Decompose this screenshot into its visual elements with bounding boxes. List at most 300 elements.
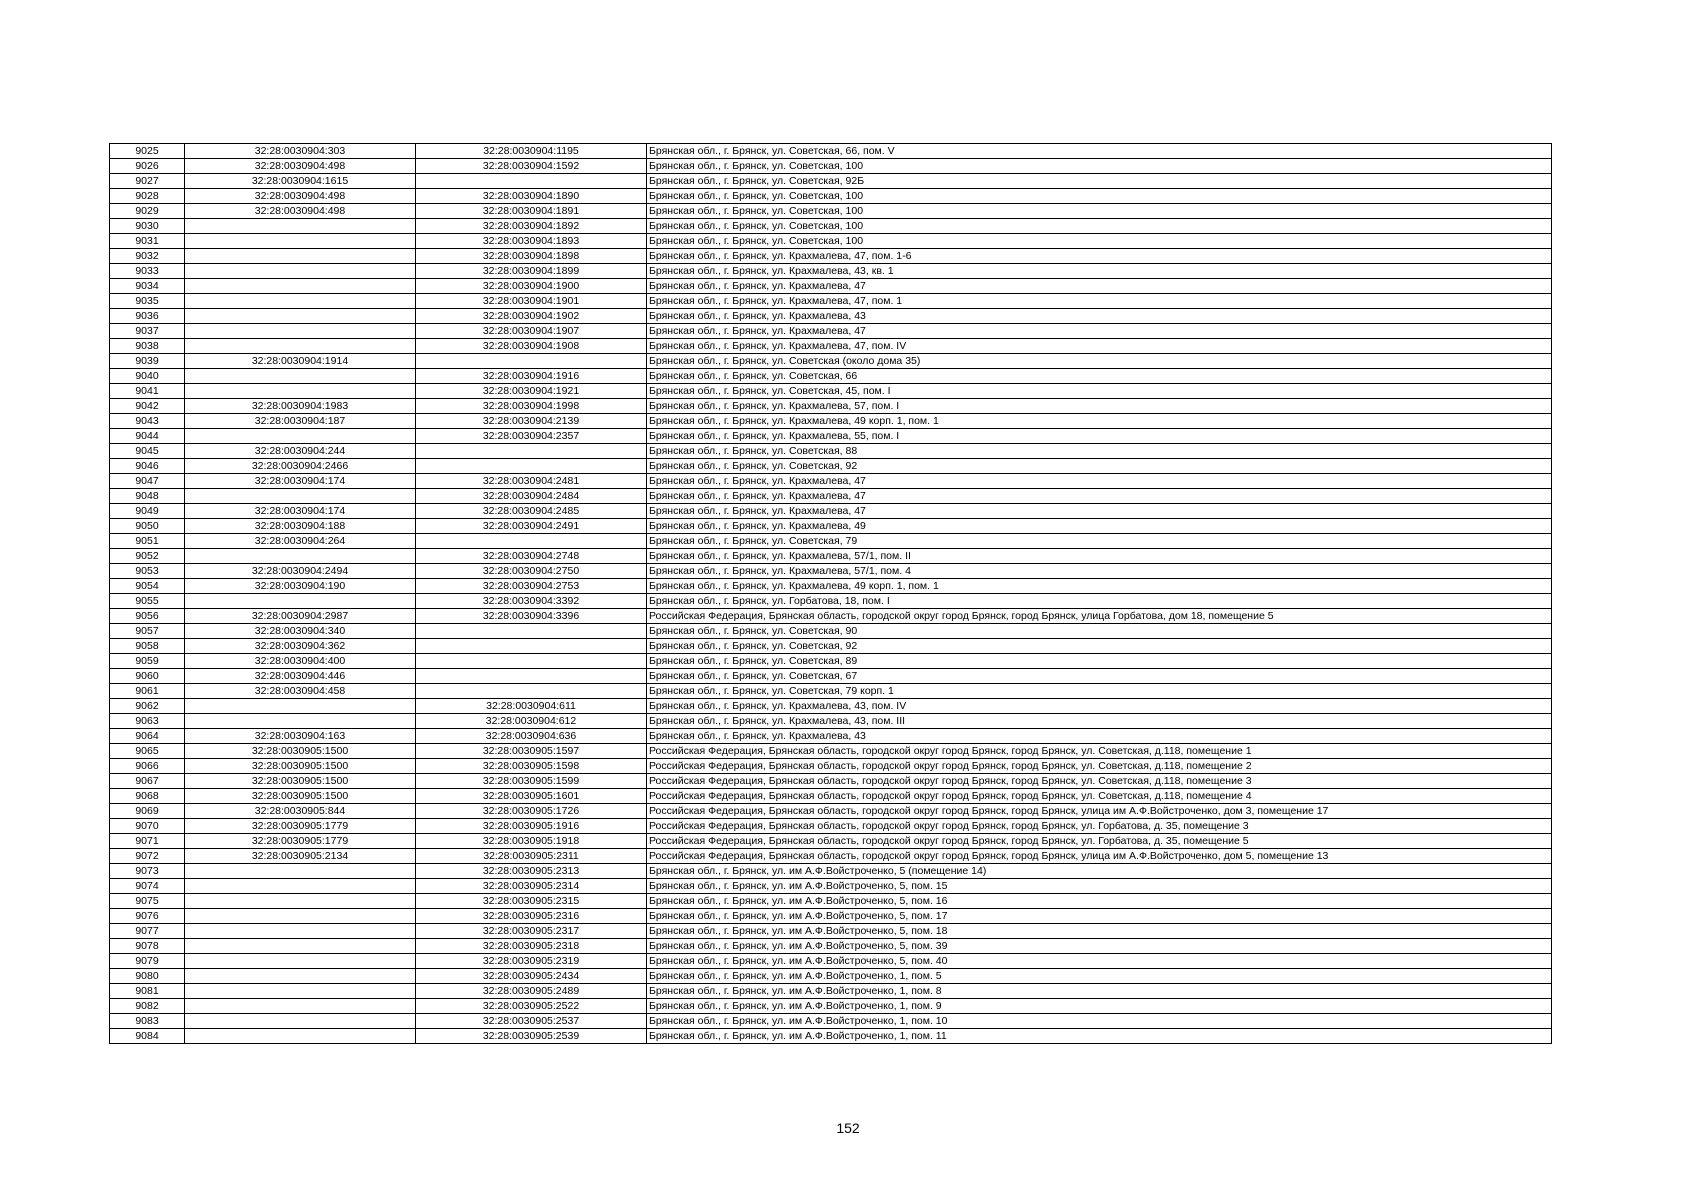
parcel-cadastral-number-cell (185, 249, 416, 264)
row-number-cell: 9039 (110, 354, 185, 369)
parcel-cadastral-number-cell (185, 384, 416, 399)
row-number-cell: 9075 (110, 894, 185, 909)
row-number-cell: 9031 (110, 234, 185, 249)
parcel-cadastral-number-cell: 32:28:0030904:174 (185, 474, 416, 489)
address-cell: Брянская обл., г. Брянск, ул. Крахмалева, 47, пом. 1-6 (647, 249, 1552, 264)
address-cell: Брянская обл., г. Брянск, ул. Крахмалева, 43 (647, 729, 1552, 744)
table-row (110, 399, 1552, 414)
object-cadastral-number-cell: 32:28:0030905:1726 (416, 804, 647, 819)
table-row (110, 459, 1552, 474)
table-row (110, 594, 1552, 609)
object-cadastral-number-cell (416, 354, 647, 369)
row-number-cell: 9036 (110, 309, 185, 324)
row-number-cell: 9084 (110, 1029, 185, 1044)
object-cadastral-number-cell: 32:28:0030904:3392 (416, 594, 647, 609)
address-cell: Брянская обл., г. Брянск, ул. им А.Ф.Войстроченко, 5, пом. 18 (647, 924, 1552, 939)
object-cadastral-number-cell: 32:28:0030904:1898 (416, 249, 647, 264)
parcel-cadastral-number-cell: 32:28:0030905:1500 (185, 774, 416, 789)
table-row (110, 624, 1552, 639)
registry-table (109, 143, 1552, 1044)
table-row (110, 174, 1552, 189)
parcel-cadastral-number-cell: 32:28:0030905:1779 (185, 834, 416, 849)
parcel-cadastral-number-cell (185, 309, 416, 324)
object-cadastral-number-cell (416, 444, 647, 459)
table-row (110, 954, 1552, 969)
row-number-cell: 9067 (110, 774, 185, 789)
row-number-cell: 9027 (110, 174, 185, 189)
table-row (110, 684, 1552, 699)
parcel-cadastral-number-cell (185, 909, 416, 924)
parcel-cadastral-number-cell (185, 324, 416, 339)
row-number-cell: 9054 (110, 579, 185, 594)
object-cadastral-number-cell: 32:28:0030905:1599 (416, 774, 647, 789)
row-number-cell: 9046 (110, 459, 185, 474)
object-cadastral-number-cell: 32:28:0030904:636 (416, 729, 647, 744)
row-number-cell: 9052 (110, 549, 185, 564)
table-row (110, 534, 1552, 549)
address-cell: Брянская обл., г. Брянск, ул. Крахмалева, 47, пом. IV (647, 339, 1552, 354)
table-row (110, 729, 1552, 744)
object-cadastral-number-cell: 32:28:0030905:1918 (416, 834, 647, 849)
address-cell: Брянская обл., г. Брянск, ул. им А.Ф.Войстроченко, 5 (помещение 14) (647, 864, 1552, 879)
object-cadastral-number-cell: 32:28:0030905:2489 (416, 984, 647, 999)
table-row (110, 429, 1552, 444)
parcel-cadastral-number-cell (185, 984, 416, 999)
table-row (110, 294, 1552, 309)
object-cadastral-number-cell: 32:28:0030905:1916 (416, 819, 647, 834)
object-cadastral-number-cell: 32:28:0030904:1892 (416, 219, 647, 234)
table-row (110, 669, 1552, 684)
parcel-cadastral-number-cell (185, 489, 416, 504)
parcel-cadastral-number-cell: 32:28:0030904:446 (185, 669, 416, 684)
address-cell: Брянская обл., г. Брянск, ул. Крахмалева, 55, пом. I (647, 429, 1552, 444)
object-cadastral-number-cell: 32:28:0030904:1900 (416, 279, 647, 294)
parcel-cadastral-number-cell (185, 549, 416, 564)
parcel-cadastral-number-cell: 32:28:0030904:187 (185, 414, 416, 429)
address-cell: Брянская обл., г. Брянск, ул. Советская, 100 (647, 189, 1552, 204)
parcel-cadastral-number-cell: 32:28:0030904:1914 (185, 354, 416, 369)
parcel-cadastral-number-cell: 32:28:0030904:2987 (185, 609, 416, 624)
parcel-cadastral-number-cell: 32:28:0030904:190 (185, 579, 416, 594)
object-cadastral-number-cell (416, 459, 647, 474)
table-row (110, 339, 1552, 354)
object-cadastral-number-cell: 32:28:0030904:1890 (416, 189, 647, 204)
object-cadastral-number-cell: 32:28:0030904:1921 (416, 384, 647, 399)
table-row (110, 504, 1552, 519)
address-cell: Брянская обл., г. Брянск, ул. Крахмалева, 49 (647, 519, 1552, 534)
address-cell: Брянская обл., г. Брянск, ул. Крахмалева, 43, пом. III (647, 714, 1552, 729)
object-cadastral-number-cell: 32:28:0030905:1597 (416, 744, 647, 759)
table-row (110, 519, 1552, 534)
table-row (110, 204, 1552, 219)
object-cadastral-number-cell: 32:28:0030904:1916 (416, 369, 647, 384)
parcel-cadastral-number-cell: 32:28:0030904:458 (185, 684, 416, 699)
object-cadastral-number-cell: 32:28:0030905:2522 (416, 999, 647, 1014)
address-cell: Брянская обл., г. Брянск, ул. им А.Ф.Войстроченко, 5, пом. 15 (647, 879, 1552, 894)
object-cadastral-number-cell: 32:28:0030904:2491 (416, 519, 647, 534)
row-number-cell: 9030 (110, 219, 185, 234)
parcel-cadastral-number-cell (185, 219, 416, 234)
object-cadastral-number-cell (416, 684, 647, 699)
address-cell: Российская Федерация, Брянская область, городской округ город Брянск, город Брянск, ул. Советская, д.118, помещение 4 (647, 789, 1552, 804)
parcel-cadastral-number-cell (185, 1014, 416, 1029)
row-number-cell: 9057 (110, 624, 185, 639)
row-number-cell: 9056 (110, 609, 185, 624)
parcel-cadastral-number-cell: 32:28:0030904:303 (185, 144, 416, 159)
parcel-cadastral-number-cell: 32:28:0030904:498 (185, 189, 416, 204)
parcel-cadastral-number-cell: 32:28:0030905:1779 (185, 819, 416, 834)
address-cell: Брянская обл., г. Брянск, ул. Советская, 100 (647, 219, 1552, 234)
object-cadastral-number-cell: 32:28:0030904:2481 (416, 474, 647, 489)
address-cell: Брянская обл., г. Брянск, ул. Крахмалева, 49 корп. 1, пом. 1 (647, 414, 1552, 429)
parcel-cadastral-number-cell (185, 1029, 416, 1044)
table-row (110, 969, 1552, 984)
parcel-cadastral-number-cell: 32:28:0030904:1983 (185, 399, 416, 414)
object-cadastral-number-cell: 32:28:0030904:611 (416, 699, 647, 714)
parcel-cadastral-number-cell: 32:28:0030905:2134 (185, 849, 416, 864)
row-number-cell: 9069 (110, 804, 185, 819)
table-row (110, 984, 1552, 999)
row-number-cell: 9032 (110, 249, 185, 264)
address-cell: Брянская обл., г. Брянск, ул. Советская, 92 (647, 639, 1552, 654)
row-number-cell: 9077 (110, 924, 185, 939)
object-cadastral-number-cell (416, 669, 647, 684)
address-cell: Брянская обл., г. Брянск, ул. им А.Ф.Войстроченко, 5, пом. 39 (647, 939, 1552, 954)
parcel-cadastral-number-cell (185, 429, 416, 444)
table-row (110, 864, 1552, 879)
registry-table-body (110, 144, 1552, 1044)
row-number-cell: 9038 (110, 339, 185, 354)
address-cell: Брянская обл., г. Брянск, ул. Крахмалева, 47 (647, 279, 1552, 294)
address-cell: Российская Федерация, Брянская область, городской округ город Брянск, город Брянск, ул. Горбатова, д. 35, помещение 5 (647, 834, 1552, 849)
table-row (110, 234, 1552, 249)
object-cadastral-number-cell: 32:28:0030904:1899 (416, 264, 647, 279)
parcel-cadastral-number-cell (185, 594, 416, 609)
address-cell: Брянская обл., г. Брянск, ул. Советская, 92Б (647, 174, 1552, 189)
address-cell: Брянская обл., г. Брянск, ул. Советская, 66 (647, 369, 1552, 384)
table-row (110, 489, 1552, 504)
table-row (110, 879, 1552, 894)
row-number-cell: 9025 (110, 144, 185, 159)
table-row (110, 354, 1552, 369)
table-row (110, 444, 1552, 459)
row-number-cell: 9042 (110, 399, 185, 414)
parcel-cadastral-number-cell (185, 939, 416, 954)
parcel-cadastral-number-cell: 32:28:0030905:1500 (185, 759, 416, 774)
parcel-cadastral-number-cell: 32:28:0030904:244 (185, 444, 416, 459)
address-cell: Брянская обл., г. Брянск, ул. Крахмалева, 43 (647, 309, 1552, 324)
row-number-cell: 9053 (110, 564, 185, 579)
object-cadastral-number-cell: 32:28:0030904:2748 (416, 549, 647, 564)
row-number-cell: 9082 (110, 999, 185, 1014)
address-cell: Брянская обл., г. Брянск, ул. Советская (около дома 35) (647, 354, 1552, 369)
object-cadastral-number-cell: 32:28:0030905:2314 (416, 879, 647, 894)
address-cell: Брянская обл., г. Брянск, ул. Советская, 79 (647, 534, 1552, 549)
object-cadastral-number-cell (416, 639, 647, 654)
object-cadastral-number-cell: 32:28:0030904:1891 (416, 204, 647, 219)
row-number-cell: 9049 (110, 504, 185, 519)
row-number-cell: 9073 (110, 864, 185, 879)
row-number-cell: 9076 (110, 909, 185, 924)
table-row (110, 609, 1552, 624)
object-cadastral-number-cell (416, 534, 647, 549)
parcel-cadastral-number-cell: 32:28:0030904:1615 (185, 174, 416, 189)
table-row (110, 249, 1552, 264)
table-row (110, 1029, 1552, 1044)
table-row (110, 474, 1552, 489)
table-row (110, 789, 1552, 804)
row-number-cell: 9045 (110, 444, 185, 459)
parcel-cadastral-number-cell (185, 954, 416, 969)
row-number-cell: 9061 (110, 684, 185, 699)
object-cadastral-number-cell (416, 624, 647, 639)
row-number-cell: 9043 (110, 414, 185, 429)
object-cadastral-number-cell: 32:28:0030904:2753 (416, 579, 647, 594)
object-cadastral-number-cell: 32:28:0030905:1601 (416, 789, 647, 804)
row-number-cell: 9055 (110, 594, 185, 609)
parcel-cadastral-number-cell: 32:28:0030905:1500 (185, 744, 416, 759)
object-cadastral-number-cell: 32:28:0030904:2750 (416, 564, 647, 579)
table-row (110, 279, 1552, 294)
parcel-cadastral-number-cell (185, 894, 416, 909)
address-cell: Брянская обл., г. Брянск, ул. Крахмалева, 47 (647, 474, 1552, 489)
table-row (110, 999, 1552, 1014)
address-cell: Брянская обл., г. Брянск, ул. Советская, 66, пом. V (647, 144, 1552, 159)
address-cell: Брянская обл., г. Брянск, ул. Советская, 45, пом. I (647, 384, 1552, 399)
table-row (110, 384, 1552, 399)
address-cell: Брянская обл., г. Брянск, ул. им А.Ф.Войстроченко, 1, пом. 10 (647, 1014, 1552, 1029)
address-cell: Брянская обл., г. Брянск, ул. Крахмалева, 43, кв. 1 (647, 264, 1552, 279)
parcel-cadastral-number-cell: 32:28:0030904:174 (185, 504, 416, 519)
row-number-cell: 9065 (110, 744, 185, 759)
table-row (110, 939, 1552, 954)
row-number-cell: 9068 (110, 789, 185, 804)
table-row (110, 564, 1552, 579)
row-number-cell: 9037 (110, 324, 185, 339)
object-cadastral-number-cell: 32:28:0030904:1908 (416, 339, 647, 354)
address-cell: Брянская обл., г. Брянск, ул. Советская, 67 (647, 669, 1552, 684)
table-row (110, 804, 1552, 819)
row-number-cell: 9064 (110, 729, 185, 744)
address-cell: Российская Федерация, Брянская область, городской округ город Брянск, город Брянск, ул. Горбатова, д. 35, помещение 3 (647, 819, 1552, 834)
address-cell: Брянская обл., г. Брянск, ул. им А.Ф.Войстроченко, 5, пом. 17 (647, 909, 1552, 924)
row-number-cell: 9070 (110, 819, 185, 834)
object-cadastral-number-cell: 32:28:0030905:2313 (416, 864, 647, 879)
table-row (110, 639, 1552, 654)
parcel-cadastral-number-cell: 32:28:0030904:340 (185, 624, 416, 639)
parcel-cadastral-number-cell (185, 279, 416, 294)
address-cell: Брянская обл., г. Брянск, ул. Горбатова, 18, пом. I (647, 594, 1552, 609)
table-row (110, 324, 1552, 339)
parcel-cadastral-number-cell (185, 294, 416, 309)
address-cell: Брянская обл., г. Брянск, ул. Крахмалева, 49 корп. 1, пом. 1 (647, 579, 1552, 594)
object-cadastral-number-cell: 32:28:0030904:1901 (416, 294, 647, 309)
table-row (110, 369, 1552, 384)
row-number-cell: 9060 (110, 669, 185, 684)
table-row (110, 834, 1552, 849)
object-cadastral-number-cell: 32:28:0030904:1998 (416, 399, 647, 414)
parcel-cadastral-number-cell (185, 969, 416, 984)
row-number-cell: 9058 (110, 639, 185, 654)
table-row (110, 579, 1552, 594)
row-number-cell: 9080 (110, 969, 185, 984)
table-row (110, 264, 1552, 279)
parcel-cadastral-number-cell: 32:28:0030904:264 (185, 534, 416, 549)
table-row (110, 414, 1552, 429)
row-number-cell: 9063 (110, 714, 185, 729)
table-row (110, 819, 1552, 834)
row-number-cell: 9033 (110, 264, 185, 279)
row-number-cell: 9041 (110, 384, 185, 399)
parcel-cadastral-number-cell: 32:28:0030905:844 (185, 804, 416, 819)
address-cell: Российская Федерация, Брянская область, городской округ город Брянск, город Брянск, ул. Советская, д.118, помещение 1 (647, 744, 1552, 759)
parcel-cadastral-number-cell: 32:28:0030904:2494 (185, 564, 416, 579)
table-row (110, 654, 1552, 669)
address-cell: Брянская обл., г. Брянск, ул. Советская, 92 (647, 459, 1552, 474)
row-number-cell: 9034 (110, 279, 185, 294)
row-number-cell: 9079 (110, 954, 185, 969)
address-cell: Брянская обл., г. Брянск, ул. Советская, 90 (647, 624, 1552, 639)
address-cell: Брянская обл., г. Брянск, ул. им А.Ф.Войстроченко, 5, пом. 16 (647, 894, 1552, 909)
row-number-cell: 9040 (110, 369, 185, 384)
object-cadastral-number-cell: 32:28:0030905:2316 (416, 909, 647, 924)
row-number-cell: 9083 (110, 1014, 185, 1029)
object-cadastral-number-cell: 32:28:0030904:1907 (416, 324, 647, 339)
parcel-cadastral-number-cell: 32:28:0030905:1500 (185, 789, 416, 804)
table-row (110, 759, 1552, 774)
object-cadastral-number-cell: 32:28:0030905:2311 (416, 849, 647, 864)
row-number-cell: 9074 (110, 879, 185, 894)
row-number-cell: 9062 (110, 699, 185, 714)
parcel-cadastral-number-cell (185, 879, 416, 894)
row-number-cell: 9081 (110, 984, 185, 999)
table-row (110, 144, 1552, 159)
table-row (110, 744, 1552, 759)
address-cell: Брянская обл., г. Брянск, ул. Крахмалева, 47 (647, 489, 1552, 504)
object-cadastral-number-cell: 32:28:0030904:1592 (416, 159, 647, 174)
object-cadastral-number-cell: 32:28:0030904:2357 (416, 429, 647, 444)
object-cadastral-number-cell: 32:28:0030904:2485 (416, 504, 647, 519)
object-cadastral-number-cell: 32:28:0030904:3396 (416, 609, 647, 624)
table-row (110, 894, 1552, 909)
address-cell: Брянская обл., г. Брянск, ул. Советская, 100 (647, 234, 1552, 249)
parcel-cadastral-number-cell (185, 339, 416, 354)
page-number: 152 (836, 1120, 860, 1136)
object-cadastral-number-cell: 32:28:0030905:2434 (416, 969, 647, 984)
parcel-cadastral-number-cell (185, 999, 416, 1014)
object-cadastral-number-cell: 32:28:0030904:612 (416, 714, 647, 729)
row-number-cell: 9072 (110, 849, 185, 864)
object-cadastral-number-cell: 32:28:0030905:1598 (416, 759, 647, 774)
table-row (110, 699, 1552, 714)
parcel-cadastral-number-cell: 32:28:0030904:2466 (185, 459, 416, 474)
object-cadastral-number-cell: 32:28:0030905:2539 (416, 1029, 647, 1044)
object-cadastral-number-cell: 32:28:0030904:1195 (416, 144, 647, 159)
address-cell: Российская Федерация, Брянская область, городской округ город Брянск, город Брянск, улица им А.Ф.Войстроченко, дом 5, помещение 13 (647, 849, 1552, 864)
address-cell: Брянская обл., г. Брянск, ул. Крахмалева, 47 (647, 324, 1552, 339)
address-cell: Брянская обл., г. Брянск, ул. Крахмалева, 43, пом. IV (647, 699, 1552, 714)
address-cell: Брянская обл., г. Брянск, ул. Крахмалева, 47, пом. 1 (647, 294, 1552, 309)
address-cell: Брянская обл., г. Брянск, ул. Крахмалева, 57/1, пом. II (647, 549, 1552, 564)
address-cell: Российская Федерация, Брянская область, городской округ город Брянск, город Брянск, ул. Советская, д.118, помещение 3 (647, 774, 1552, 789)
address-cell: Брянская обл., г. Брянск, ул. Советская, 89 (647, 654, 1552, 669)
table-row (110, 924, 1552, 939)
parcel-cadastral-number-cell: 32:28:0030904:362 (185, 639, 416, 654)
row-number-cell: 9066 (110, 759, 185, 774)
row-number-cell: 9028 (110, 189, 185, 204)
object-cadastral-number-cell: 32:28:0030904:1893 (416, 234, 647, 249)
table-row (110, 714, 1552, 729)
row-number-cell: 9026 (110, 159, 185, 174)
object-cadastral-number-cell: 32:28:0030905:2319 (416, 954, 647, 969)
table-row (110, 159, 1552, 174)
object-cadastral-number-cell: 32:28:0030904:2139 (416, 414, 647, 429)
table-row (110, 549, 1552, 564)
address-cell: Брянская обл., г. Брянск, ул. Крахмалева, 57/1, пом. 4 (647, 564, 1552, 579)
address-cell: Российская Федерация, Брянская область, городской округ город Брянск, город Брянск, улица им А.Ф.Войстроченко, дом 3, помещение 17 (647, 804, 1552, 819)
parcel-cadastral-number-cell (185, 924, 416, 939)
parcel-cadastral-number-cell (185, 369, 416, 384)
parcel-cadastral-number-cell (185, 264, 416, 279)
parcel-cadastral-number-cell: 32:28:0030904:188 (185, 519, 416, 534)
object-cadastral-number-cell: 32:28:0030904:2484 (416, 489, 647, 504)
row-number-cell: 9048 (110, 489, 185, 504)
address-cell: Брянская обл., г. Брянск, ул. им А.Ф.Войстроченко, 1, пом. 9 (647, 999, 1552, 1014)
object-cadastral-number-cell: 32:28:0030905:2317 (416, 924, 647, 939)
address-cell: Брянская обл., г. Брянск, ул. Советская, 100 (647, 204, 1552, 219)
address-cell: Брянская обл., г. Брянск, ул. им А.Ф.Войстроченко, 1, пом. 8 (647, 984, 1552, 999)
table-row (110, 219, 1552, 234)
table-row (110, 1014, 1552, 1029)
row-number-cell: 9044 (110, 429, 185, 444)
address-cell: Брянская обл., г. Брянск, ул. Советская, 100 (647, 159, 1552, 174)
parcel-cadastral-number-cell (185, 864, 416, 879)
row-number-cell: 9051 (110, 534, 185, 549)
address-cell: Брянская обл., г. Брянск, ул. Крахмалева, 57, пом. I (647, 399, 1552, 414)
row-number-cell: 9071 (110, 834, 185, 849)
object-cadastral-number-cell: 32:28:0030905:2318 (416, 939, 647, 954)
row-number-cell: 9047 (110, 474, 185, 489)
address-cell: Брянская обл., г. Брянск, ул. Советская, 88 (647, 444, 1552, 459)
address-cell: Российская Федерация, Брянская область, городской округ город Брянск, город Брянск, ул. Советская, д.118, помещение 2 (647, 759, 1552, 774)
row-number-cell: 9050 (110, 519, 185, 534)
object-cadastral-number-cell: 32:28:0030904:1902 (416, 309, 647, 324)
parcel-cadastral-number-cell: 32:28:0030904:400 (185, 654, 416, 669)
row-number-cell: 9029 (110, 204, 185, 219)
table-row (110, 774, 1552, 789)
table-row (110, 309, 1552, 324)
address-cell: Брянская обл., г. Брянск, ул. им А.Ф.Войстроченко, 1, пом. 5 (647, 969, 1552, 984)
table-row (110, 189, 1552, 204)
address-cell: Брянская обл., г. Брянск, ул. им А.Ф.Войстроченко, 1, пом. 11 (647, 1029, 1552, 1044)
object-cadastral-number-cell (416, 654, 647, 669)
object-cadastral-number-cell: 32:28:0030905:2315 (416, 894, 647, 909)
address-cell: Брянская обл., г. Брянск, ул. Советская, 79 корп. 1 (647, 684, 1552, 699)
table-row (110, 909, 1552, 924)
parcel-cadastral-number-cell: 32:28:0030904:498 (185, 204, 416, 219)
parcel-cadastral-number-cell (185, 699, 416, 714)
object-cadastral-number-cell (416, 174, 647, 189)
row-number-cell: 9035 (110, 294, 185, 309)
parcel-cadastral-number-cell: 32:28:0030904:498 (185, 159, 416, 174)
row-number-cell: 9059 (110, 654, 185, 669)
object-cadastral-number-cell: 32:28:0030905:2537 (416, 1014, 647, 1029)
parcel-cadastral-number-cell: 32:28:0030904:163 (185, 729, 416, 744)
parcel-cadastral-number-cell (185, 234, 416, 249)
table-row (110, 849, 1552, 864)
address-cell: Российская Федерация, Брянская область, городской округ город Брянск, город Брянск, улица Горбатова, дом 18, помещение 5 (647, 609, 1552, 624)
address-cell: Брянская обл., г. Брянск, ул. Крахмалева, 47 (647, 504, 1552, 519)
